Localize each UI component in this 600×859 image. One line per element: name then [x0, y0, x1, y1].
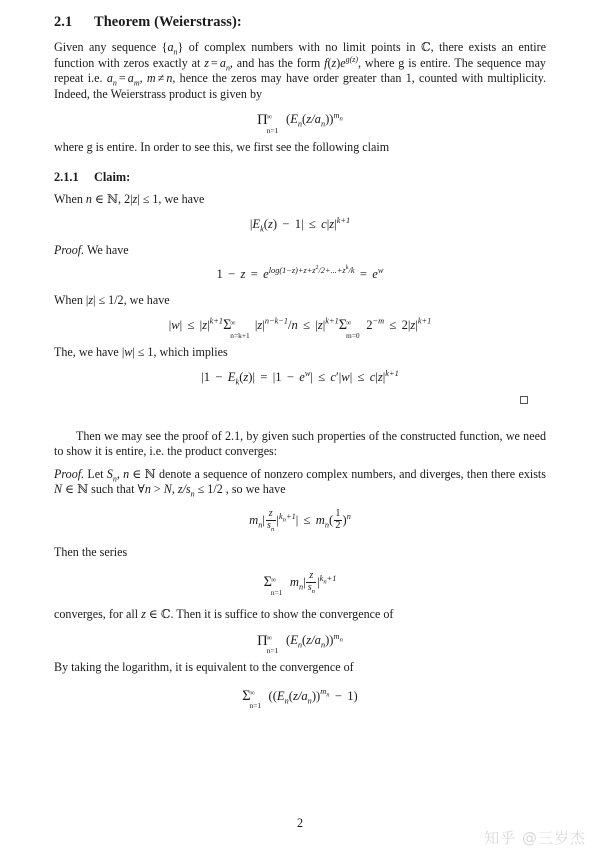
equation-series: Σ ∞ n=1 $m_n|$ $\frac{z}{s_n}$ $|^{k_n+1}$	[263, 570, 337, 597]
subsection-heading-claim	[54, 170, 546, 185]
page-number: 2	[296, 816, 304, 830]
proof-label: Proof.	[54, 242, 85, 257]
equation-claim-bound: $|E_k(z) - 1| \le c|z|^{k+1}$	[249, 215, 351, 234]
qed-square-icon	[520, 396, 528, 404]
section-number: 2.1	[54, 14, 73, 30]
proof1-lead	[54, 243, 546, 259]
qed-row	[54, 396, 546, 418]
proof2-converges-line: converges, for all z ∈ ℂ. Then it is suffice to show the convergence of	[54, 607, 394, 622]
equation-log-series: Σ ∞ n=1 $((E_n(z/a_n))^{m_n} - 1)$	[242, 687, 358, 711]
proof2-logarithm-line: By taking the logarithm, it is equivalent to the convergence of	[54, 660, 354, 675]
equation-product-again: Π ∞ n=1 $(E_n(z/a_n))^{m_n}$	[257, 631, 343, 656]
proof2-body: Proof. Let $S_n$, n ∈ ℕ denote a sequence of nonzero complex numbers, and diverges, then there exists N ∈ ℕ such that ∀n > N, $z/s_n \le 1/2$ , so we have	[54, 466, 546, 499]
subsection-title: Claim:	[94, 170, 131, 185]
claim-condition-text: When n ∈ ℕ, 2|z| ≤ 1, we have	[54, 192, 205, 207]
proof1-lead-text: We have	[86, 242, 129, 257]
subsection-number: 2.1.1	[54, 170, 79, 185]
page-content	[54, 14, 546, 716]
equation-mn-bound: $m_n|$ $\frac{z}{s_n}$ $|^{k_n+1}| \le m_n$( $\frac{1}{2}$ )$^n$	[249, 508, 351, 533]
transition-paragraph: Then we may see the proof of 2.1, by given such properties of the constructed function, we need to show it is entire, i.e. the product converges:	[54, 428, 546, 459]
section-heading-theorem	[54, 14, 546, 31]
after-product-text: where g is entire. In order to see this, we first see the following claim	[54, 139, 390, 154]
section-title: Theorem (Weierstrass):	[94, 14, 242, 30]
proof1-then-line: The, we have |w| ≤ 1, which implies	[54, 345, 228, 360]
equation-exp-identity: $1 - z = e^{log(1-z)+z+z^2/2+...+z^k/k} = e^w$	[216, 265, 384, 282]
theorem-statement-paragraph: Given any sequence $\{a_n\}$ of complex numbers with no limit points in ℂ, there exists an entire function with zeros exactly at $z = a_n$, and has the form $f(z)e^{g(z)}$, where g is entire. The sequence may repeat i.e. $a_n = a_m$, m ≠ n, hence the zeros may have order greater than 1, counted with multiplicity. Indeed, the Weierstrass product is given by	[54, 40, 547, 101]
equation-w-bound: $|w| \le |z|^{k+1}\Sigma$ ∞ n=k+1 $|z|^{n-k-1}/n \le |z|^{k+1}\Sigma$ ∞ m=0 $2^{-m} \le 2|z|^{k+1}$	[168, 317, 432, 340]
equation-weierstrass-product: Π ∞ n=1 $(E_n(z/a_n))^{m_n}$	[257, 111, 343, 135]
proof1-when-half: When |z| ≤ 1/2, we have	[54, 292, 170, 307]
zhihu-watermark: 知乎 @三岁杰	[484, 829, 586, 847]
proof2-then-series: Then the series	[54, 545, 128, 560]
equation-implies-bound: $|1 - E_k(z)| = |1 - e^w| \le c'|w| \le c|z|^{k+1}$	[201, 368, 399, 387]
proof2-label: Proof.	[54, 466, 85, 481]
